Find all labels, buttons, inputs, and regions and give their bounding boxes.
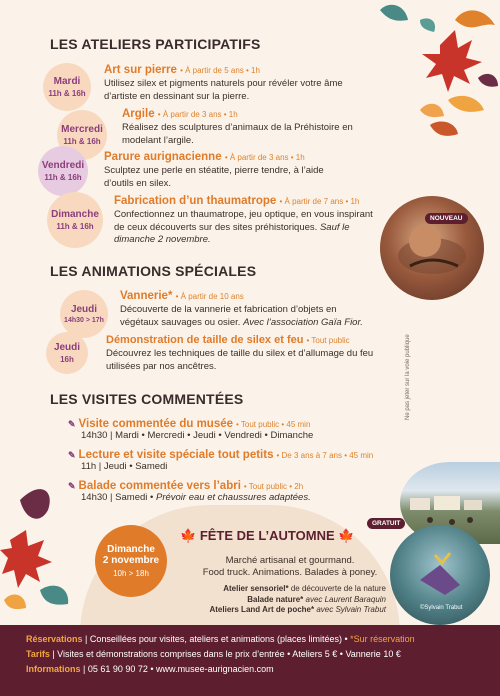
animation-desc-text: Découverte de la vannerie et fabrication d’objets en végétaux sauvages ou osier. [120, 304, 337, 328]
animation-desc: Découvrez les techniques de taille du silex et d’allumage du feu utilisées par nos ancêtres. [106, 348, 374, 372]
fete-time: 10h > 18h [113, 569, 149, 578]
fete-line-2: Food truck. Animations. Balades à poney. [202, 567, 378, 578]
fete-date: 2 novembre [102, 555, 160, 566]
animation-name: Vannerie* [120, 290, 173, 302]
atelier-note: Sauf le dimanche 2 novembre. [114, 221, 350, 245]
maple-leaf-icon: 🍁 [180, 528, 197, 543]
atelier-desc: Réalisez des sculptures d’animaux de la Préhistoire en modelant l’argile. [122, 122, 353, 146]
atelier-name: Parure aurignacienne [104, 151, 222, 163]
nouveau-badge: NOUVEAU [425, 213, 468, 224]
atelier-desc: Sculptez une perle en stéatite, pierre tendre, à l’aide d’outils en silex. [104, 165, 324, 189]
gratuit-badge: GRATUIT [367, 518, 405, 529]
visite-desc: 11h | Jeudi • Samedi [81, 461, 168, 472]
visite-desc [81, 492, 311, 505]
animation-note: Avec l’association Gaïa Fior. [243, 316, 363, 328]
fete-activities [150, 584, 386, 616]
section-title-visites: LES VISITES COMMENTÉES [50, 391, 244, 407]
fete-description [200, 555, 380, 579]
section-title-animations: LES ANIMATIONS SPÉCIALES [50, 263, 257, 279]
fete-title-text: FÊTE DE L’AUTOMNE [199, 528, 335, 543]
atelier-name: Art sur pierre [104, 64, 177, 76]
animation-desc [120, 304, 375, 329]
badge-day: Vendredi [41, 160, 85, 171]
visite-desc-text: 14h30 | Samedi • [81, 492, 154, 503]
badge-day: Mardi [53, 76, 81, 87]
visite-meta: • Tout public • 45 min [236, 419, 311, 429]
badge-day: Jeudi [70, 304, 98, 315]
visite-meta: • De 3 ans à 7 ans • 45 min [276, 450, 374, 460]
fete-title [180, 528, 354, 544]
day-badge-jeudi-vannerie [60, 290, 108, 338]
footer-reservations: Réservations | Conseillées pour visites, ateliers et animations (places limitées) • *Sur réservation [26, 634, 415, 644]
badge-time: 11h & 16h [56, 222, 94, 231]
atelier-title-art-sur-pierre [104, 64, 260, 76]
maple-leaf-icon: 🍁 [338, 528, 355, 543]
atelier-desc [114, 209, 376, 247]
fete-photo [390, 525, 490, 625]
badge-day: Dimanche [51, 209, 99, 220]
atelier-desc: Utilisez silex et pigments naturels pour révéler votre âme d’artiste en dessinant sur la pierre. [104, 78, 343, 102]
atelier-meta: • À partir de 3 ans • 1h [224, 153, 305, 162]
visite-name: Visite commentée du musée [78, 418, 234, 430]
badge-time: 14h30 > 17h [64, 317, 104, 324]
fete-activity: Ateliers Land Art de poche* avec Sylvain Trabut [209, 605, 386, 614]
pen-icon: ✎ [68, 449, 76, 460]
visite-name: Balade commentée vers l’abri [78, 480, 241, 492]
badge-time: 11h & 16h [44, 173, 82, 182]
visite-item [68, 449, 373, 474]
day-badge-jeudi-silex [46, 332, 88, 374]
atelier-desc-text: Confectionnez un thaumatrope, jeu optique, en vous inspirant de ceux découverts sur des sites préhistoriques. [114, 209, 373, 233]
pen-icon: ✎ [68, 418, 76, 429]
fete-activity: Atelier sensoriel* de découverte de la nature [223, 584, 386, 593]
animation-title-silex [106, 334, 350, 346]
visite-item [68, 418, 313, 443]
day-badge-dimanche [47, 192, 103, 248]
visite-title [68, 480, 311, 492]
visite-name: Lecture et visite spéciale tout petits [78, 449, 274, 461]
visite-item [68, 480, 311, 505]
fete-activity: Balade nature* avec Laurent Baraquin [247, 594, 386, 604]
atelier-meta: • À partir de 5 ans • 1h [180, 66, 260, 75]
visite-note: Prévoir eau et chaussures adaptées. [155, 492, 311, 503]
atelier-meta: • À partir de 3 ans • 1h [157, 110, 238, 119]
atelier-title-parure [104, 151, 305, 163]
atelier-meta: • À partir de 7 ans • 1h [279, 197, 360, 206]
day-badge-mardi [43, 63, 91, 111]
animation-meta: • Tout public [306, 336, 350, 345]
atelier-title-thaumatrope [114, 195, 359, 207]
animation-title-vannerie [120, 290, 244, 302]
badge-day: Jeudi [53, 342, 81, 353]
visite-title [68, 418, 313, 430]
visite-meta: • Tout public • 2h [243, 481, 304, 491]
thaumatrope-photo [380, 196, 484, 300]
atelier-name: Argile [122, 108, 155, 120]
badge-time: 11h & 16h [48, 89, 86, 98]
badge-day: Mercredi [61, 124, 103, 135]
footer-informations: Informations | 05 61 90 90 72 • www.musee-aurignacien.com [26, 664, 274, 674]
atelier-title-argile [122, 108, 238, 120]
vertical-legal-note: Ne pas jeter sur la voie publique [405, 334, 411, 420]
photo-credit: ©Sylvain Trabut [420, 605, 463, 611]
animation-meta: • À partir de 10 ans [175, 292, 244, 301]
animation-name: Démonstration de taille de silex et feu [106, 334, 304, 346]
day-badge-vendredi [38, 146, 88, 196]
section-title-ateliers: LES ATELIERS PARTICIPATIFS [50, 36, 261, 52]
footer-tarifs: Tarifs | Visites et démonstrations comprises dans le prix d’entrée • Ateliers 5 € • Vannerie 10 € [26, 649, 401, 659]
badge-time: 11h & 16h [63, 137, 101, 146]
fete-day: Dimanche [107, 544, 155, 555]
visite-title [68, 449, 373, 461]
footer [0, 625, 500, 696]
pen-icon: ✎ [68, 480, 76, 491]
atelier-name: Fabrication d’un thaumatrope [114, 195, 277, 207]
visite-desc: 14h30 | Mardi • Mercredi • Jeudi • Vendredi • Dimanche [81, 430, 314, 441]
fete-line-1: Marché artisanal et gourmand. [225, 555, 355, 566]
badge-time: 16h [60, 355, 74, 364]
